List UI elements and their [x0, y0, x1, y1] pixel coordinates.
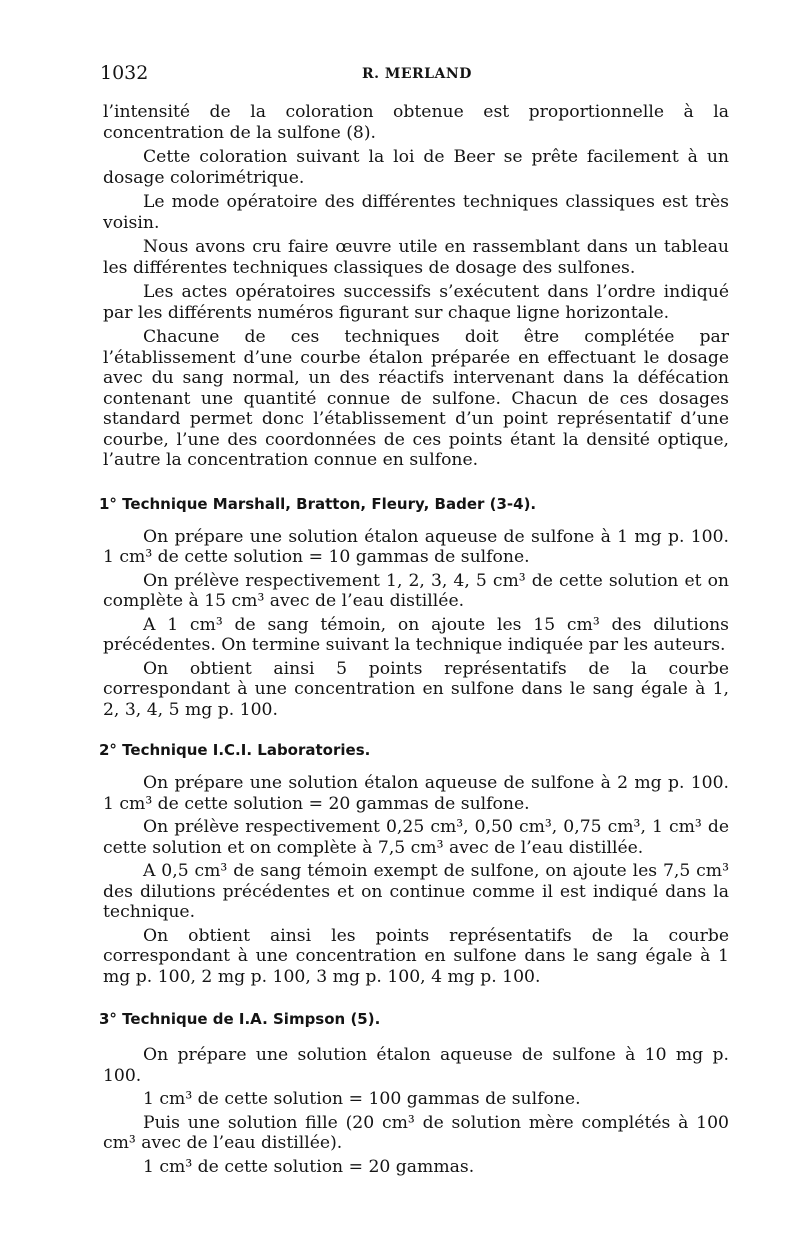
- section-heading: 2° Technique I.C.I. Laboratories.: [99, 741, 371, 759]
- paragraph: On prépare une solution étalon aqueuse de sulfone à 10 mg p. 100.: [103, 1045, 729, 1086]
- section-heading: 1° Technique Marshall, Bratton, Fleury, Bader (3-4).: [99, 494, 537, 513]
- running-head: R. MERLAND: [362, 66, 472, 82]
- paragraph: On prélève respectivement 0,25 cm³, 0,50 cm³, 0,75 cm³, 1 cm³ de cette solution et on complète à 7,5 cm³ avec de l’eau distillée.: [103, 817, 729, 858]
- paragraph: l’intensité de la coloration obtenue est proportionnelle à la concentration de la sulfone (8).: [103, 102, 729, 143]
- paragraph: A 1 cm³ de sang témoin, on ajoute les 15 cm³ des dilutions précédentes. On termine suivant la technique indiquée par les auteurs.: [103, 614, 729, 655]
- paragraph: Cette coloration suivant la loi de Beer se prête facilement à un dosage colorimétrique.: [103, 147, 729, 188]
- paragraph: On prépare une solution étalon aqueuse de sulfone à 2 mg p. 100. 1 cm³ de cette solution = 20 gammas de sulfone.: [103, 773, 729, 814]
- section-heading: 3° Technique de I.A. Simpson (5).: [99, 1010, 381, 1028]
- paragraph: A 0,5 cm³ de sang témoin exempt de sulfone, on ajoute les 7,5 cm³ des dilutions précédentes et on continue comme il est indiqué dans la technique.: [103, 861, 729, 922]
- body-text: [99, 102, 729, 1177]
- paragraph: 1 cm³ de cette solution = 100 gammas de sulfone.: [143, 1089, 581, 1109]
- paragraph: On obtient ainsi 5 points représentatifs de la courbe correspondant à une concentration en sulfone dans le sang égale à 1, 2, 3, 4, 5 mg p. 100.: [103, 658, 729, 720]
- paragraph: 1 cm³ de cette solution = 20 gammas.: [143, 1156, 475, 1177]
- page-number: 1032: [100, 62, 149, 84]
- paragraph: Puis une solution fille (20 cm³ de solution mère complétés à 100 cm³ avec de l’eau distillée).: [103, 1112, 729, 1153]
- paragraph: Le mode opératoire des différentes techniques classiques est très voisin.: [103, 192, 729, 233]
- paragraph: Chacune de ces techniques doit être complétée par l’établissement d’une courbe étalon préparée en effectuant le dosage avec du sang normal, un des réactifs intervenant dans la défécation contenant une quantité connue de sulfone. Chacun de ces dosages standard permet donc l’établissement d’un point représentatif d’une courbe, l’une des coordonnées de ces points étant la densité optique, l’autre la concentration connue en sulfone.: [103, 327, 729, 470]
- paragraph: On prélève respectivement 1, 2, 3, 4, 5 cm³ de cette solution et on complète à 15 cm³ avec de l’eau distillée.: [103, 570, 729, 611]
- paragraph: Nous avons cru faire œuvre utile en rassemblant dans un tableau les différentes techniques classiques de dosage des sulfones.: [103, 237, 729, 278]
- page-header: [100, 62, 730, 90]
- paragraph: Les actes opératoires successifs s’exécutent dans l’ordre indiqué par les différents numéros figurant sur chaque ligne horizontale.: [103, 282, 729, 323]
- paragraph: On prépare une solution étalon aqueuse de sulfone à 1 mg p. 100. 1 cm³ de cette solution = 10 gammas de sulfone.: [103, 526, 729, 567]
- paragraph: On obtient ainsi les points représentatifs de la courbe correspondant à une concentration en sulfone dans le sang égale à 1 mg p. 100, 2 mg p. 100, 3 mg p. 100, 4 mg p. 100.: [103, 925, 729, 987]
